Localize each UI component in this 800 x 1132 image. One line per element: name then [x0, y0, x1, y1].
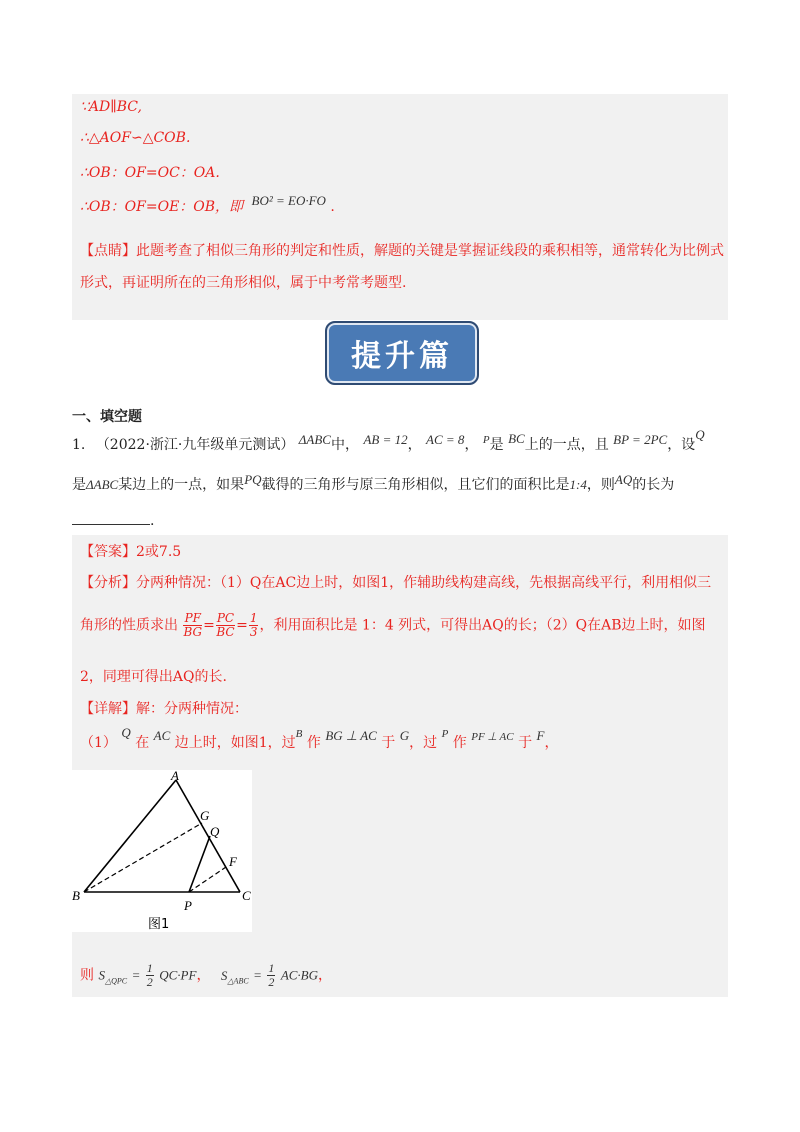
f-eq-1: =	[131, 967, 141, 983]
analysis-line-3: 2，同理可得出AQ的长.	[80, 669, 227, 685]
f-s2-sub: △ABC	[227, 976, 249, 986]
answer-text: 2或7.5	[136, 544, 182, 560]
eq-2: =	[236, 617, 248, 634]
q-text-on: 上的一点，且	[524, 437, 609, 453]
answer-tag: 【答案】	[80, 544, 136, 560]
q2-text-b: 某边上的一点，如果	[118, 477, 245, 493]
step-4-math: BO² = EO·FO	[251, 193, 326, 208]
step-3: ∴OB：OF=OC：OA.	[80, 165, 220, 181]
d2-num: （1）	[80, 735, 117, 751]
label-p: P	[184, 898, 192, 913]
f-s2-rhs: AC·BG	[280, 967, 319, 983]
analysis-text-2b: ，利用面积比是 1：4 列式，可得出AQ的长；（2）Q在AB边上时，如图	[259, 617, 706, 634]
note-tag: 【点睛】	[80, 243, 136, 259]
fraction-pf-bg: $\frac{PF}{BG}$	[183, 611, 203, 639]
note-text-1: 此题考查了相似三角形的判定和性质，解题的关键是掌握证线段的乘积相等，通常转化为比例式	[136, 243, 724, 259]
detail-tag: 【详解】	[80, 701, 136, 717]
q-comma-2: ，	[464, 437, 479, 453]
d2-pf: PF ⊥ AC	[471, 731, 514, 743]
q2-text-c: 截得的三角形与原三角形相似，且它们的面积比是	[261, 477, 570, 493]
q2-text-d: ，则	[586, 477, 615, 493]
fraction-one-third: $\frac{1}{3}$	[249, 611, 258, 639]
q3-end: .	[150, 513, 155, 529]
label-a: A	[171, 770, 179, 783]
section-title: 一、填空题	[72, 409, 142, 425]
f-s2: S	[220, 967, 228, 983]
math-pq: PQ	[244, 472, 262, 487]
question-number: 1.	[72, 437, 86, 453]
fraction-pc-bc: $\frac{PC}{BC}$	[216, 611, 235, 639]
analysis-text-2a: 角形的性质求出	[80, 617, 178, 634]
f-s1-sub: △QPC	[104, 976, 128, 986]
question-source: （2022·浙江·九年级单元测试）	[95, 437, 295, 453]
label-g: G	[200, 808, 210, 823]
label-q: Q	[210, 824, 220, 839]
d2-f: F	[536, 728, 545, 743]
d2-bg: BG ⊥ AC	[325, 728, 377, 743]
question-line-3	[72, 510, 154, 529]
f-half-1: $\frac{1}{2}$	[146, 961, 153, 989]
step-1: ∵AD∥BC,	[80, 99, 142, 115]
label-c: C	[242, 888, 251, 903]
analysis-tag: 【分析】	[80, 575, 136, 591]
math-triangle: ΔABC	[298, 432, 331, 447]
q-text-is: 是	[489, 437, 504, 453]
label-b: B	[72, 888, 80, 903]
d2-in: 在	[135, 735, 150, 751]
d2-p: P	[441, 728, 449, 740]
f-ze: 则	[80, 967, 94, 984]
figure-caption: 图1	[148, 917, 170, 932]
math-bc: BC	[508, 431, 525, 446]
banner-text: 提升篇	[351, 339, 453, 374]
q2-text-e: 的长为	[632, 477, 675, 493]
q-text-zh: 中，	[330, 437, 359, 453]
label-f: F	[229, 854, 237, 869]
answer-line	[80, 541, 181, 561]
d2-q: Q	[121, 725, 131, 740]
note-line-1	[80, 240, 724, 260]
d2-zuo: 作	[306, 735, 321, 751]
area-formula-line	[80, 962, 332, 989]
math-aq: AQ	[614, 472, 633, 487]
d2-yu2: 于	[518, 735, 533, 751]
q-comma-1: ，	[407, 437, 422, 453]
math-triangle-2: ΔABC	[86, 477, 119, 492]
f-comma: ，	[196, 967, 211, 984]
note-line-2: 形式，再证明所在的三角形相似，属于中考常考题型.	[80, 275, 407, 291]
math-ratio: 1:4	[569, 477, 587, 492]
detail-line-1	[80, 698, 248, 718]
d2-b: B	[295, 728, 303, 740]
d2-zuo2: 作	[452, 735, 467, 751]
f-end: ，	[318, 967, 333, 984]
step-4-end: .	[330, 199, 335, 215]
analysis-line-2	[80, 612, 706, 639]
f-eq-2: =	[253, 967, 262, 983]
d2-guo: ，过	[409, 735, 438, 751]
f-half-2: $\frac{1}{2}$	[268, 961, 275, 989]
f-s1-rhs: QC·PF	[159, 967, 197, 983]
section-banner	[325, 321, 479, 385]
question-line-2	[72, 474, 674, 494]
d2-g: G	[399, 728, 410, 743]
math-bp: BP = 2PC	[613, 432, 668, 447]
math-p: P	[482, 434, 490, 446]
f-s1: S	[98, 967, 105, 983]
analysis-line-1	[80, 572, 711, 592]
math-ac: AC = 8	[426, 432, 465, 447]
step-4	[80, 193, 335, 216]
math-ab: AB = 12	[363, 432, 408, 447]
d2-end: ，	[544, 735, 559, 751]
detail-line-2	[80, 725, 559, 752]
eq-1: =	[203, 617, 215, 634]
step-2: ∴△AOF∽△COB.	[80, 130, 191, 146]
d2-edge: 边上时，如图1，过	[174, 735, 296, 751]
d2-ac: AC	[153, 728, 171, 743]
step-4-text: ∴OB：OF=OE：OB，即	[80, 199, 244, 215]
q-text-let: ，设	[667, 437, 696, 453]
geometry-figure-1	[72, 770, 252, 932]
question-line-1	[72, 427, 705, 454]
d2-yu: 于	[381, 735, 396, 751]
answer-blank	[72, 510, 150, 525]
analysis-text-1: 分两种情况：（1）Q在AC边上时，如图1，作辅助线构建高线，先根据高线平行，利用相似三	[136, 575, 712, 591]
math-q: Q	[695, 427, 705, 442]
q2-text-a: 是	[72, 477, 86, 493]
detail-text: 解：分两种情况：	[136, 701, 248, 717]
